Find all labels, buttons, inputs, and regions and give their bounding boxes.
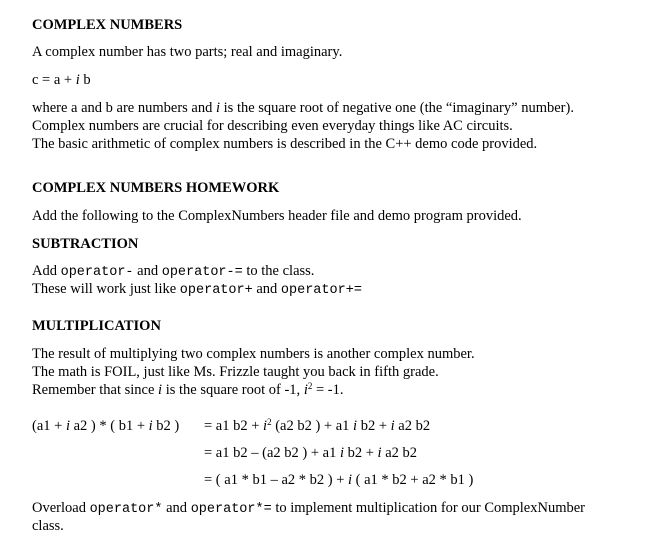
overload-line-2: class. [32, 518, 64, 534]
equation-step-1: = a1 $b2 + i^2$ (a2 b2 ) + a1 i b2 + i a2 b2 [204, 417, 431, 434]
complex-intro-text: A complex number has two parts; real and imaginary. [32, 44, 343, 60]
multiplication-line-2: The math is FOIL, just like Ms. Frizzle taught you back in fifth grade. [32, 364, 439, 380]
homework-intro-text: Add the following to the ComplexNumbers header file and demo program provided. [32, 208, 522, 224]
subtraction-line-2: These will work just like operator+ and operator+= [32, 281, 362, 298]
complex-desc-line-1: where a and b are numbers and i is the square root of negative one (the “imaginary” number). [32, 100, 574, 116]
equation-step-2: = a1 b2 – (a2 b2 ) + a1 i b2 + i a2 b2 [204, 445, 418, 461]
equation-left-side: (a1 + i a2 ) * ( b1 + i b2 ) [32, 418, 180, 434]
complex-desc-line-3: The basic arithmetic of complex numbers is described in the C++ demo code provided. [32, 136, 538, 152]
complex-desc-line-2: Complex numbers are crucial for describing even everyday things like AC circuits. [32, 118, 513, 134]
heading-subtraction: SUBTRACTION [32, 236, 139, 252]
heading-complex-numbers-homework: COMPLEX NUMBERS HOMEWORK [32, 180, 280, 196]
subtraction-line-1: Add operator- and operator-= to the class. [32, 263, 315, 280]
complex-formula: c = a + i b [32, 72, 91, 88]
overload-line-1: Overload operator* and operator*= to implement multiplication for our ComplexNumber [32, 500, 586, 517]
multiplication-line-3: Remember that since i is the square root of -1, $i^2 = -1$. [32, 381, 344, 398]
heading-multiplication: MULTIPLICATION [32, 318, 161, 334]
equation-step-3: = ( a1 * b1 – a2 * b2 ) + i ( a1 * b2 + a2 * b1 ) [204, 472, 474, 488]
multiplication-line-1: The result of multiplying two complex numbers is another complex number. [32, 346, 475, 362]
heading-complex-numbers: COMPLEX NUMBERS [32, 17, 183, 33]
